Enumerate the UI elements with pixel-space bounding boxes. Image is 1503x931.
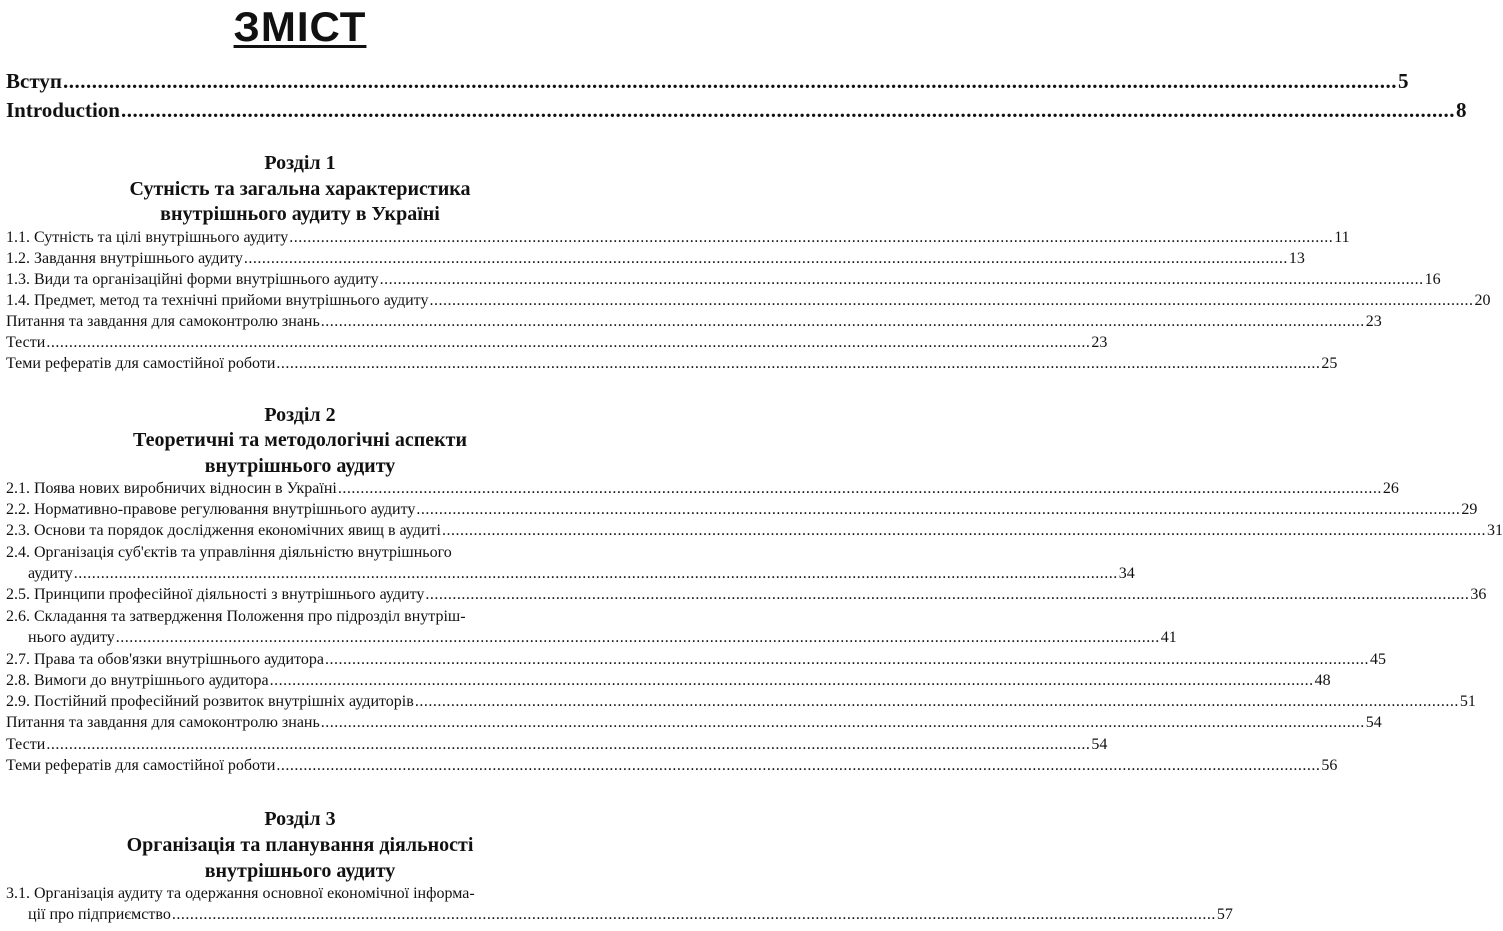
toc-entry-text: Тести [6,736,46,753]
dot-leader [415,692,1459,712]
toc-entry[interactable] [6,249,1305,269]
toc-page-number: 11 [1334,229,1350,246]
toc-entry[interactable] [6,628,1177,648]
toc-entry[interactable] [6,291,1491,311]
toc-entry[interactable] [6,333,1108,353]
toc-page-number: 23 [1365,313,1382,330]
toc-entry-text: 2.7. Права та обов'язки внутрішнього аудитора [6,651,324,668]
toc-entry-text: 2.8. Вимоги до внутрішнього аудитора [6,672,269,689]
toc-page-number: 20 [1474,292,1491,309]
toc-entry[interactable] [6,564,1135,584]
toc-page-number: 57 [1216,906,1233,923]
toc-entry-text: ції про підприємство [28,906,171,923]
toc-entry[interactable] [6,735,1108,755]
toc-entry[interactable] [6,756,1338,776]
toc-entry-text: 2.3. Основи та порядок дослідження економічних явищ в аудиті [6,522,441,539]
toc-entry-first-line: 2.6. Складання та затвердження Положення про підрозділ внутріш- [6,608,466,625]
dot-leader [425,585,1469,605]
dot-leader [338,479,1382,499]
dot-leader [172,905,1216,925]
toc-entry-text: аудиту [28,565,73,582]
toc-entry-text: Теми рефератів для самостійної роботи [6,355,276,372]
toc-entry-text: Тести [6,334,46,351]
toc-page-number: 48 [1314,672,1331,689]
toc-entry-text: Introduction [6,98,120,122]
toc-entry-text: 1.3. Види та організаційні форми внутрішнього аудиту [6,271,379,288]
toc-page-number: 36 [1470,586,1487,603]
toc-entry[interactable] [6,312,1382,332]
section-3-title-line-1: Організація та планування діяльності [126,834,474,856]
dot-leader [325,650,1369,670]
toc-entry[interactable] [6,650,1386,670]
toc-entry-first-line: 2.4. Організація суб'єктів та управління діяльністю внутрішнього [6,544,452,561]
toc-entry[interactable] [6,713,1382,733]
dot-leader [46,333,1090,353]
dot-leader [74,564,1118,584]
toc-entry[interactable] [6,671,1331,691]
toc-page-number: 16 [1424,271,1441,288]
toc-page-number: 25 [1321,355,1338,372]
dot-leader [276,354,1320,374]
dot-leader [244,249,1288,269]
toc-entry-text: Питання та завдання для самоконтролю знань [6,313,320,330]
toc-page-number: 8 [1455,98,1467,122]
toc-entry[interactable] [6,270,1441,290]
dot-leader [121,97,1455,123]
toc-entry-text: 2.5. Принципи професійної діяльності з внутрішнього аудиту [6,586,425,603]
dot-leader [63,68,1397,94]
section-2-heading: Розділ 2 [264,404,336,426]
dot-leader [116,628,1160,648]
section-2-title-line-1: Теоретичні та методологічні аспекти [133,429,467,451]
dot-leader [289,228,1333,248]
toc-entry[interactable] [6,500,1478,520]
toc-page-number: 34 [1118,565,1135,582]
section-3-title-line-2: внутрішнього аудиту [204,860,396,882]
toc-entry-text: 2.1. Поява нових виробничих відносин в Україні [6,480,337,497]
toc-page-number: 56 [1321,757,1338,774]
toc-page-number: 31 [1486,522,1503,539]
toc-page-number: 41 [1160,629,1177,646]
page-title: ЗМІСТ [233,3,367,50]
toc-entry-text: 1.1. Сутність та цілі внутрішнього аудиту [6,229,289,246]
toc-entry-text: нього аудиту [28,629,115,646]
section-2-title-line-2: внутрішнього аудиту [204,455,396,477]
toc-entry-text: 1.2. Завдання внутрішнього аудиту [6,250,243,267]
section-1-title-line-1: Сутність та загальна характеристика [129,178,471,200]
toc-entry-text: Питання та завдання для самоконтролю знань [6,714,320,731]
toc-page-number: 23 [1091,334,1108,351]
dot-leader [46,735,1090,755]
toc-entry-first-line: 3.1. Організація аудиту та одержання основної економічної інформа- [6,885,475,902]
dot-leader [429,291,1473,311]
dot-leader [321,713,1365,733]
toc-entry[interactable] [6,692,1476,712]
toc-entry-text: 1.4. Предмет, метод та технічні прийоми внутрішнього аудиту [6,292,429,309]
dot-leader [276,756,1320,776]
toc-page-number: 29 [1461,501,1478,518]
dot-leader [270,671,1314,691]
toc-entry[interactable] [6,521,1503,541]
dot-leader [321,312,1365,332]
toc-entry-text: 2.2. Нормативно-правове регулювання внутрішнього аудиту [6,501,416,518]
toc-entry-introduction[interactable] [6,97,1467,123]
toc-entry-text: 2.9. Постійний професійний розвиток внутрішніх аудиторів [6,693,414,710]
section-3-heading: Розділ 3 [264,808,336,830]
dot-leader [416,500,1460,520]
dot-leader [380,270,1424,290]
toc-entry-text: Вступ [6,69,62,93]
toc-entry[interactable] [6,479,1399,499]
toc-page-number: 54 [1091,736,1108,753]
toc-page-number: 26 [1382,480,1399,497]
toc-entry-intro[interactable] [6,68,1409,94]
section-1-title-line-2: внутрішнього аудиту в Україні [160,203,440,225]
toc-entry-text: Теми рефератів для самостійної роботи [6,757,276,774]
toc-page-number: 13 [1288,250,1305,267]
dot-leader [442,521,1486,541]
toc-page-number: 54 [1365,714,1382,731]
toc-entry[interactable] [6,228,1350,248]
toc-page-number: 5 [1397,69,1409,93]
toc-entry[interactable] [6,905,1233,925]
toc-entry[interactable] [6,354,1338,374]
toc-entry[interactable] [6,585,1487,605]
section-1-heading: Розділ 1 [264,152,336,174]
toc-page-number: 45 [1369,651,1386,668]
toc-page-number: 51 [1459,693,1476,710]
